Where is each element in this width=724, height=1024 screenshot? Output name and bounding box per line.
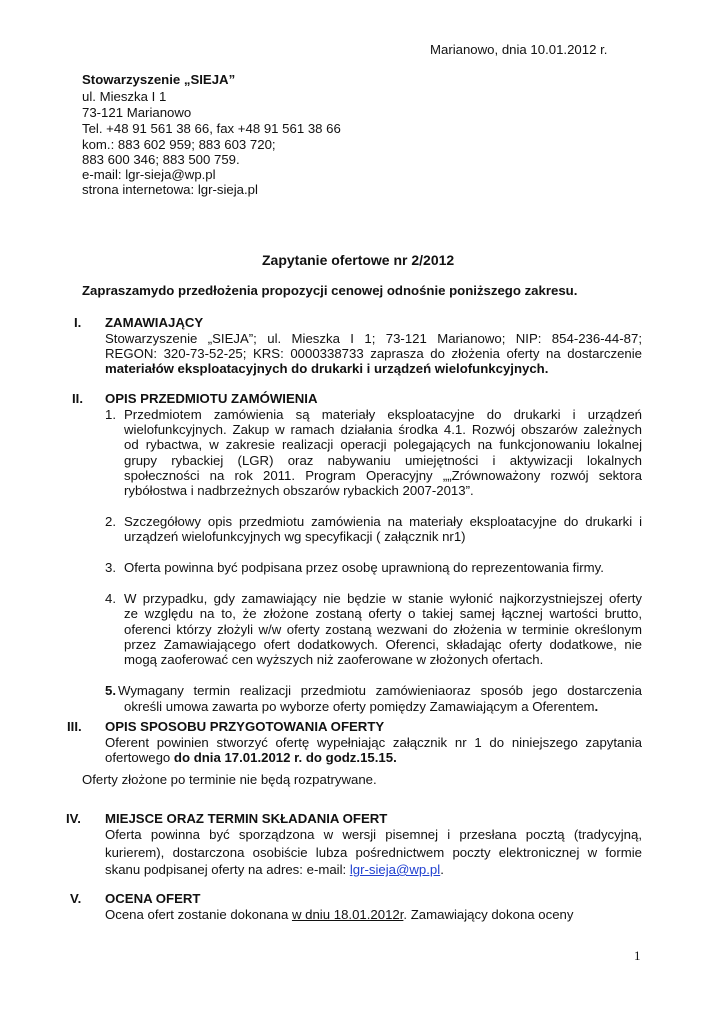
section-4-line: kurierem), dostarczona osobiście lubza pośrednictwem poczty elektronicznej w formie <box>105 845 642 860</box>
list-item-line: określi umowa zawarta po wyborze oferty pomiędzy Zamawiającym a Oferentem. <box>124 699 599 714</box>
section-4-heading: MIEJSCE ORAZ TERMIN SKŁADANIA OFERT <box>105 811 388 826</box>
list-item-line: grupy rybackiej (LGR) oraz nabywaniu umiejętności i aktywizacji lokalnych <box>124 453 642 468</box>
list-item-line: rybółostwa i nadbrzeżnych obszarów rybackich 2007-2013”. <box>124 483 474 498</box>
list-item-line: społeczności na rok 2011. Program Operacyjny „„Zrównoważony rozwój sektora <box>124 468 642 483</box>
list-item-number: 2. <box>105 514 116 529</box>
intro-text: Zapraszamydo przedłożenia propozycji cenowej odnośnie poniższego zakresu. <box>82 283 578 298</box>
section-1-heading: ZAMAWIAJĄCY <box>105 315 204 330</box>
org-mobile-2: 883 600 346; 883 500 759. <box>82 152 240 167</box>
section-5-heading: OCENA OFERT <box>105 891 201 906</box>
list-item-line: Szczegółowy opis przedmiotu zamówienia na materiały eksploatacyjne do drukarki i <box>124 514 642 529</box>
list-item-number: 5. <box>105 683 116 698</box>
list-item-line: oferenci którzy złożyli w/w oferty zostaną wezwani do złożenia w terminie określonym <box>124 622 642 637</box>
org-email: e-mail: lgr-sieja@wp.pl <box>82 167 216 182</box>
list-item-line: ze względu na to, że złożone zostaną oferty o takiej samej łącznej wartości brutto, <box>124 606 642 621</box>
section-4-line: Oferta powinna być sporządzona w wersji pisemnej i przesłana pocztą (tradycyjną, <box>105 827 642 842</box>
list-item-number: 1. <box>105 407 116 422</box>
org-name: Stowarzyszenie „SIEJA” <box>82 72 236 87</box>
list-item-line: wielofunkcyjnych. Zakup w ramach działania środka 4.1. Rozwój obszarów zależnych <box>124 422 642 437</box>
section-1-line: Stowarzyszenie „SIEJA”; ul. Mieszka I 1; 73-121 Marianowo; NIP: 854-236-44-87; <box>105 331 642 346</box>
org-address-street: ul. Mieszka I 1 <box>82 89 167 104</box>
section-3-heading: OPIS SPOSOBU PRZYGOTOWANIA OFERTY <box>105 719 385 734</box>
list-item-line: Oferta powinna być podpisana przez osobę uprawnioną do reprezentowania firmy. <box>124 560 604 575</box>
section-1-number: I. <box>74 315 82 330</box>
section-3-line: Oferent powinien stworzyć ofertę wypełniając załącznik nr 1 do niniejszego zapytania <box>105 735 642 750</box>
list-item-line: mogą zaoferować cen wyższych niż zaoferowane w złożonych ofertach. <box>124 652 544 667</box>
date-line: Marianowo, dnia 10.01.2012 r. <box>430 42 608 57</box>
section-2-heading: OPIS PRZEDMIOTU ZAMÓWIENIA <box>105 391 318 406</box>
list-item-number: 3. <box>105 560 116 575</box>
list-item-line: W przypadku, gdy zamawiający nie będzie w stanie wyłonić najkorzystniejszej oferty <box>124 591 642 606</box>
section-4-number: IV. <box>66 811 81 826</box>
page-number: 1 <box>634 948 641 963</box>
list-item-line: od rybactwa, w zakresie realizacji operacji polegających na funkcjonowaniu lokalnej <box>124 437 642 452</box>
list-item-line: Przedmiotem zamówienia są materiały eksploatacyjne do drukarki i urządzeń <box>124 407 642 422</box>
section-1-line: REGON: 320-73-52-25; KRS: 0000338733 zaprasza do złożenia oferty na dostarczenie <box>105 346 642 361</box>
section-4-line: skanu podpisanej oferty na adres: e-mail: lgr-sieja@wp.pl. <box>105 862 444 877</box>
org-address-city: 73-121 Marianowo <box>82 105 192 120</box>
section-3-number: III. <box>67 719 82 734</box>
section-5-number: V. <box>70 891 82 906</box>
list-item-line: Wymagany termin realizacji przedmiotu zamówieniaoraz sposób jego dostarczenia <box>118 683 642 698</box>
section-2-number: II. <box>72 391 83 406</box>
page-title: Zapytanie ofertowe nr 2/2012 <box>262 252 455 268</box>
section-1-line: materiałów eksploatacyjnych do drukarki i urządzeń wielofunkcyjnych. <box>105 361 549 376</box>
email-link[interactable]: lgr-sieja@wp.pl <box>349 862 441 877</box>
late-offers-note: Oferty złożone po terminie nie będą rozpatrywane. <box>82 772 377 787</box>
org-phone: Tel. +48 91 561 38 66, fax +48 91 561 38 66 <box>82 121 341 136</box>
org-website: strona internetowa: lgr-sieja.pl <box>82 182 258 197</box>
list-item-line: urządzeń wielofunkcyjnych wg specyfikacji ( załącznik nr1) <box>124 529 466 544</box>
list-item-number: 4. <box>105 591 116 606</box>
org-mobile-1: kom.: 883 602 959; 883 603 720; <box>82 137 276 152</box>
section-3-line: ofertowego do dnia 17.01.2012 r. do godz.15.15. <box>105 750 397 765</box>
section-5-line: Ocena ofert zostanie dokonana w dniu 18.01.2012r. Zamawiający dokona oceny <box>105 907 574 922</box>
list-item-line: przez Zamawiającego ofert dodatkowych. Oferenci, składając oferty dodatkowe, nie <box>124 637 642 652</box>
